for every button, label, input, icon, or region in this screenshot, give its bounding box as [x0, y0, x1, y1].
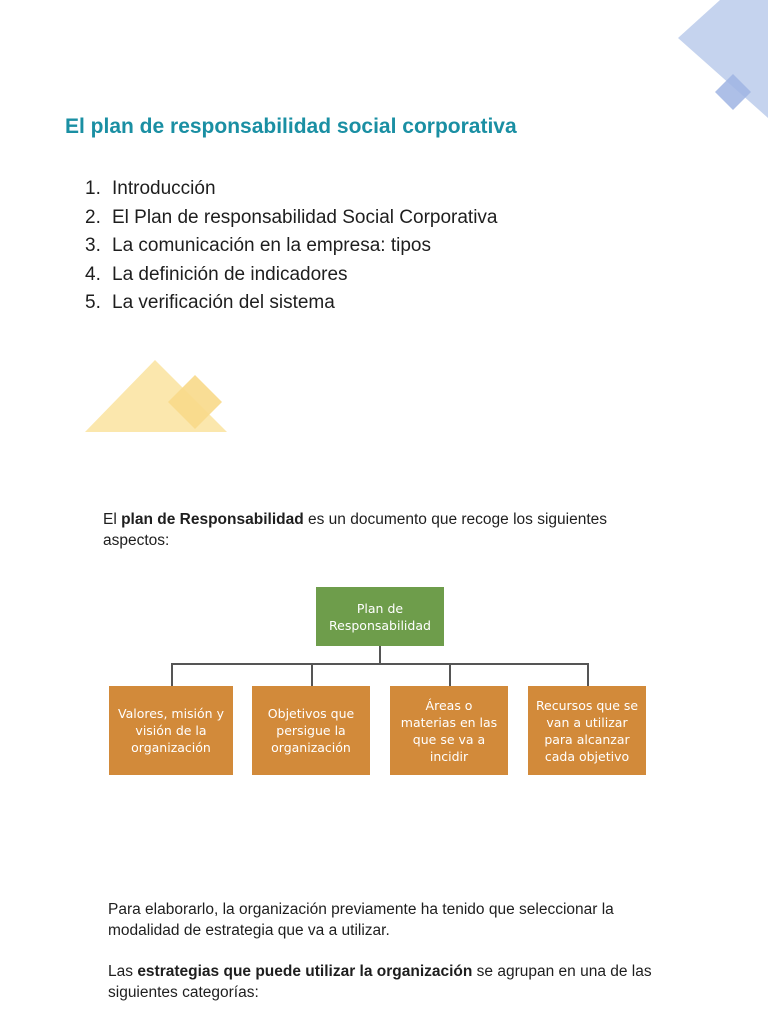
table-of-contents — [85, 175, 498, 318]
yellow-triangle-decoration — [80, 355, 240, 440]
connector-child-1 — [171, 663, 173, 686]
toc-item: 1. Introducción — [85, 178, 216, 199]
connector-child-3 — [449, 663, 451, 686]
connector-child-4 — [587, 663, 589, 686]
connector-child-2 — [311, 663, 313, 686]
diagram-child-box: Objetivos que persigue la organización — [252, 686, 370, 775]
toc-item: 3. La comunicación en la empresa: tipos — [85, 235, 431, 256]
toc-item: 5. La verificación del sistema — [85, 292, 335, 313]
diagram-child-box: Áreas o materias en las que se va a incidir — [390, 686, 508, 775]
toc-item: 2. El Plan de responsabilidad Social Corporativa — [85, 206, 498, 228]
toc-item: 4. La definición de indicadores — [85, 263, 348, 285]
connector-root-stem — [379, 646, 381, 664]
page-title: El plan de responsabilidad social corporativa — [65, 115, 517, 138]
body-paragraph-2: Las estrategias que puede utilizar la organización se agrupan en una de las siguientes categorías: — [108, 963, 652, 1001]
diagram-root-box: Plan de Responsabilidad — [316, 587, 444, 646]
diagram-child-box: Recursos que se van a utilizar para alcanzar cada objetivo — [528, 686, 646, 775]
intro-paragraph: El plan de Responsabilidad es un documento que recoge los siguientes aspectos: — [103, 511, 607, 549]
blue-diamond-decoration — [660, 0, 768, 130]
connector-horizontal — [171, 663, 588, 665]
body-paragraph-1: Para elaborarlo, la organización previamente ha tenido que seleccionar la modalidad de estrategia que va a utilizar. — [108, 901, 614, 939]
diagram-child-box: Valores, misión y visión de la organización — [109, 686, 233, 775]
